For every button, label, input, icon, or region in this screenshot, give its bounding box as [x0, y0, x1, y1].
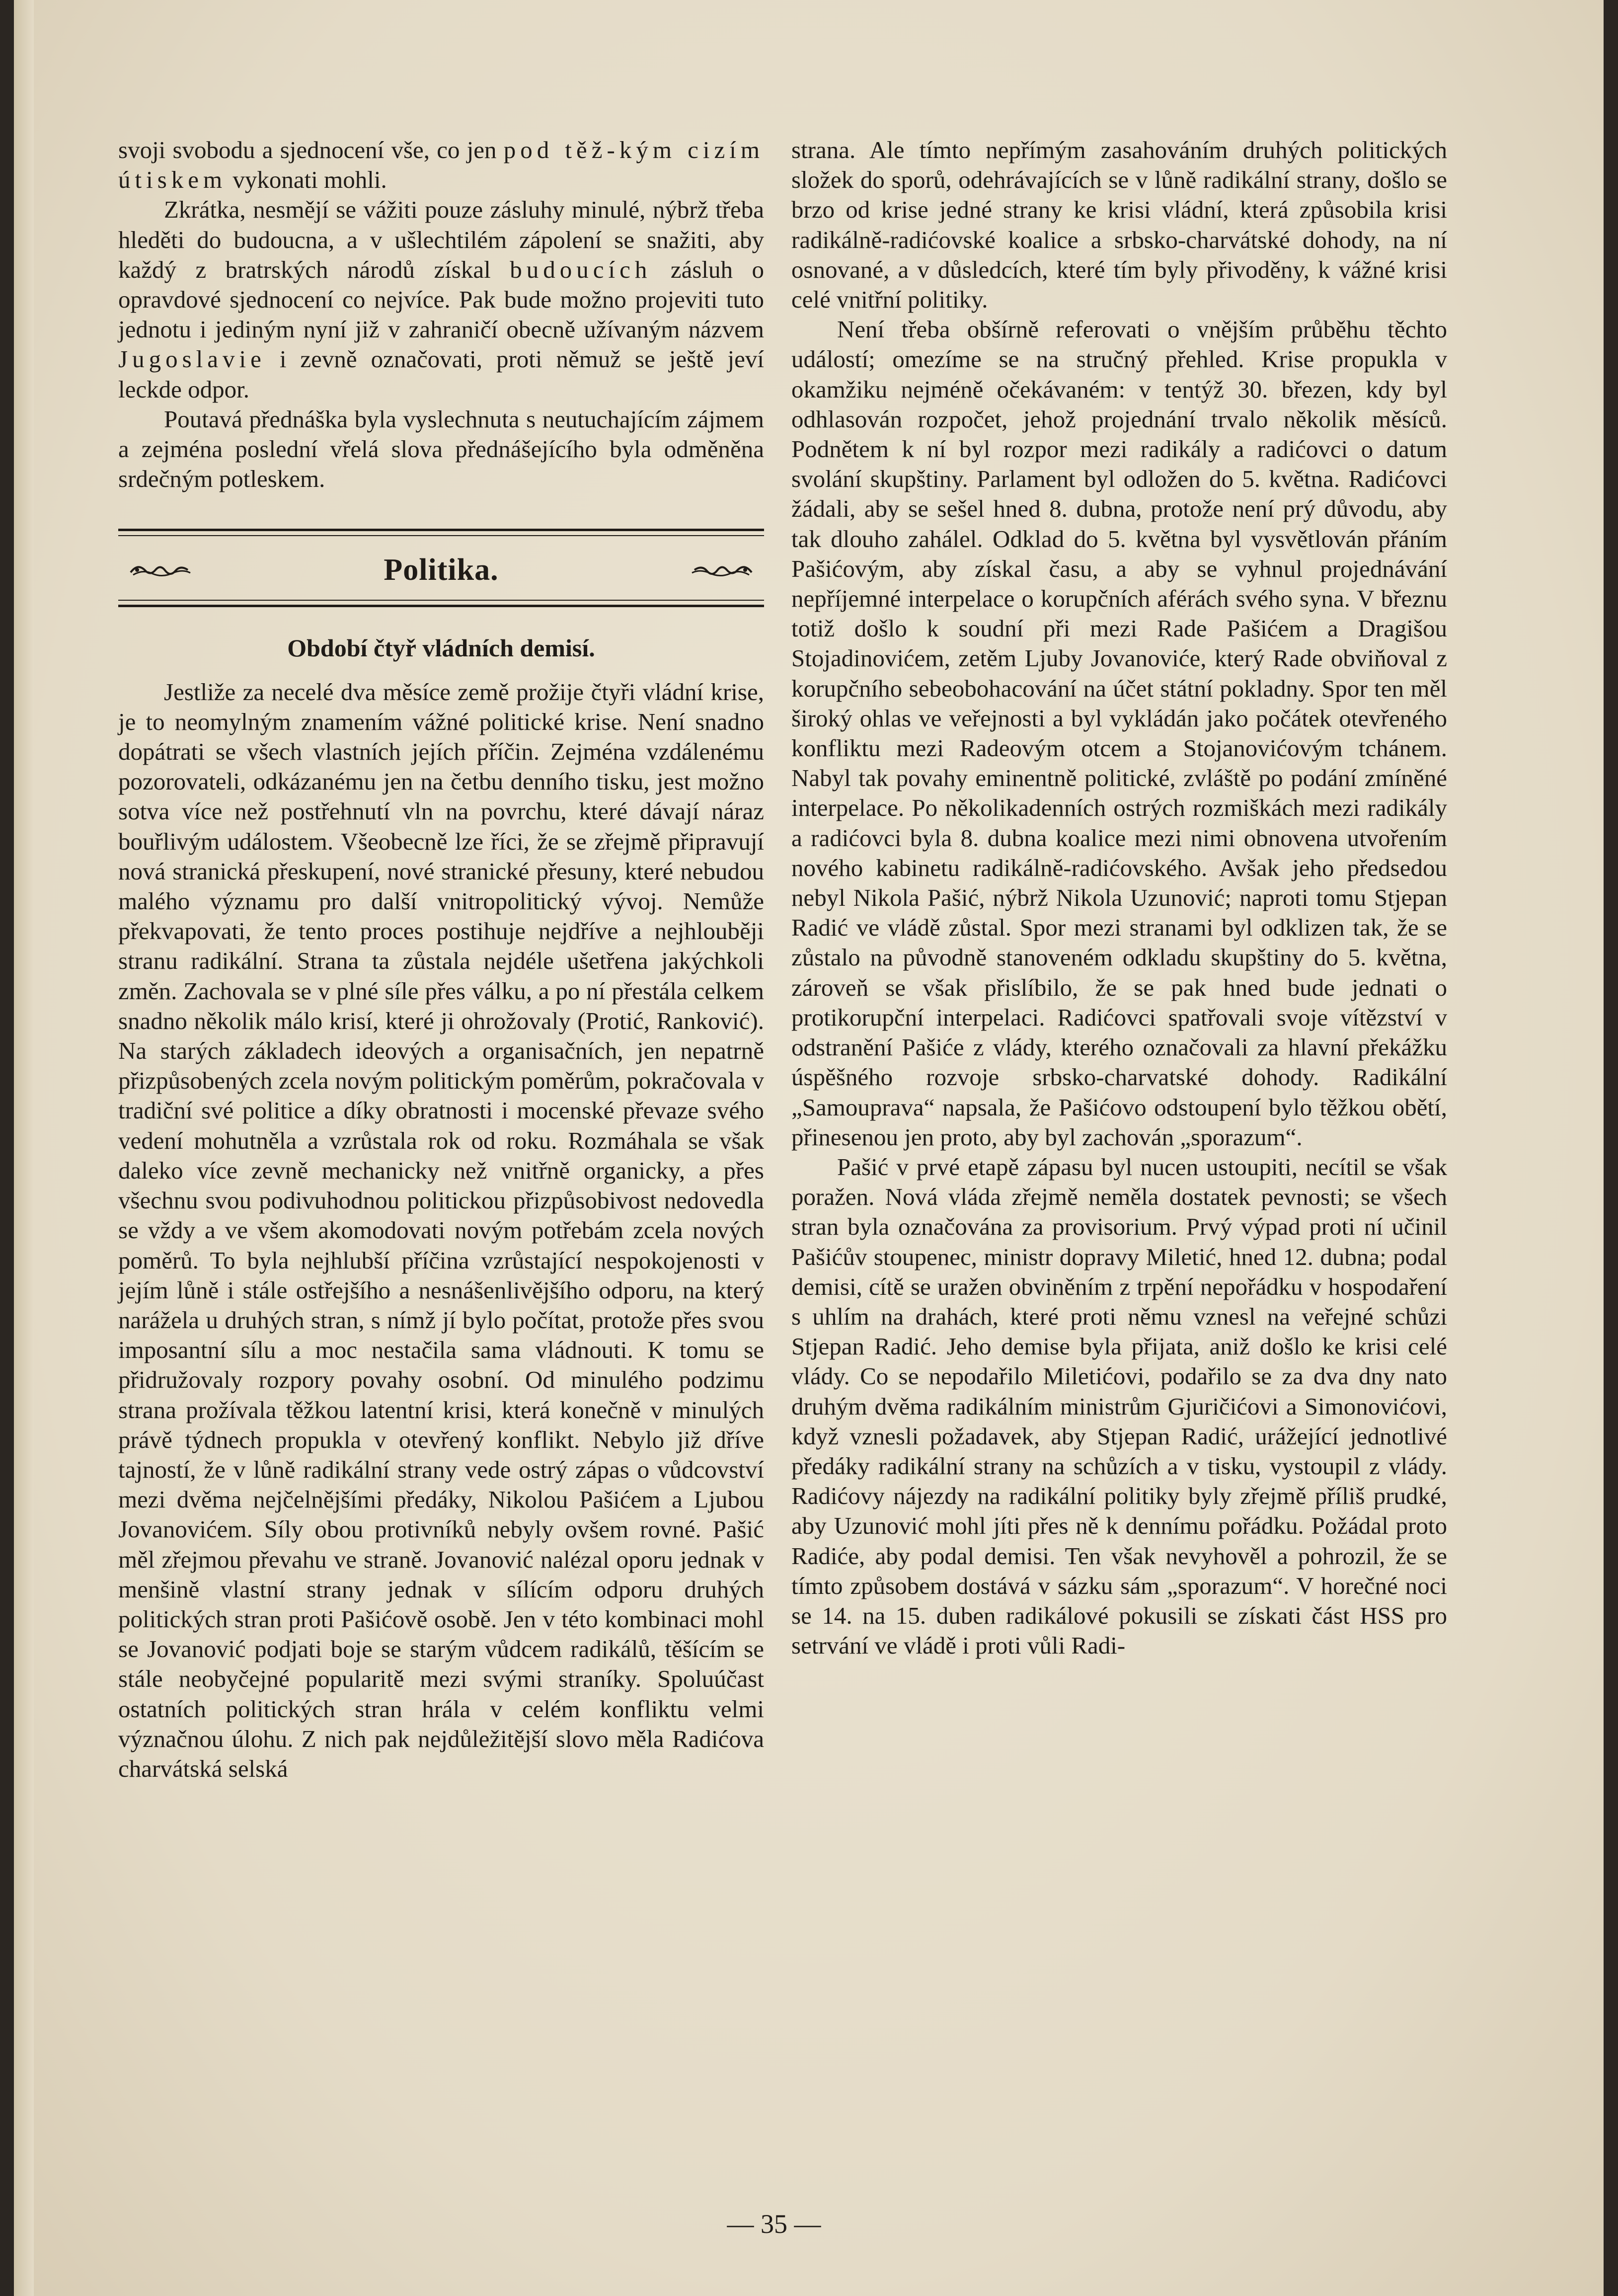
text-run: vykonati mohli.	[227, 166, 387, 194]
text-run: svoji svobodu a sjednocení vše, co jen	[118, 136, 504, 163]
ornament-left-icon	[128, 560, 193, 580]
text-run: zásluh o opravdové sjednocení co nejvíce. Pak bude možno projeviti tuto jednotu i jediným nyní již v zahraničí obecně užívaným názvem	[118, 255, 765, 343]
section-title: Politika.	[384, 553, 499, 587]
page-spine	[14, 0, 34, 2296]
left-column	[118, 135, 764, 1784]
paragraph	[118, 195, 764, 404]
divider	[118, 600, 764, 601]
divider	[118, 529, 764, 531]
paragraph: Jestliže za necelé dva měsíce země prožije čtyři vládní krise, je to neomylným znamením vážné politické krise. Není snadno dopátrati se všech vlastních jejích příčin. Zejména vzdálenému pozorovateli, odkázanému jen na četbu denního tisku, jest možno sotva více než postřehnutí vln na povrchu, které dávají náraz bouřlivým událostem. Všeobecně lze říci, že se zřejmě připravují nová stranická přeskupení, nové stranické přesuny, které nebudou malého významu pro další vnitropolitický vývoj. Nemůže překvapovati, že tento proces postihuje nejdříve a nejhlouběji stranu radikální. Strana ta zůstala nejdéle ušetřena jakýchkoli změn. Zachovala se v plné síle přes válku, a po ní přestála celkem snadno několik málo krisí, které ji ohrožovaly (Protić, Ranković). Na starých základech ideových a organisačních, jen nepatrně přizpůsobených zcela novým politickým poměrům, pokračovala v tradiční své politice a díky obratnosti i mocenské převaze svého vedení mohutněla a vzrůstala rok od roku. Rozmáhala se však daleko více zevně mechanicky než vnitřně organicky, a přes všechnu svou podivuhodnou politickou přizpůsobivost nedovedla se vždy a ve všem akomodovati novým potřebám zcela nových poměrů. To byla nejhlubší příčina vzrůstající nespokojenosti v jejím lůně i stále ostřejšího a nesnášenlivějšího odporu, na který narážela u druhých stran, s nímž jí bylo počítat, protože přes svou imposantní sílu a moc nestačila sama vládnouti. K tomu se přidružovaly rozpory povahy osobní. Od minulého podzimu strana prožívala těžkou latentní krisi, která konečně v minulých právě týdnech propukla v otevřený konflikt. Nebylo již dříve tajností, že v lůně radikální strany vede ostrý zápas o vůdcovství mezi dvěma nejčelnějšími předáky, Nikolou Pašićem a Ljubou Jovanovićem. Síly obou protivníků nebyly ovšem rovné. Pašić měl zřejmou převahu ve straně. Jovanović nalézal oporu jednak v menšině vlastní strany jednak v sílícím odporu druhých politických stran proti Pašićově osobě. Jen v této kombinaci mohl se Jovanović podjati boje se starým vůdcem radikálů, těšícím se stále neobyčejné popularitě mezi svými straníky. Spoluúčast ostatních politických stran hrála v celém konfliktu velmi význačnou úlohu. Z nich pak nejdůležitější slovo měla Radićova charvátská selská	[118, 678, 764, 1782]
divider	[118, 535, 764, 536]
paragraph: strana. Ale tímto nepřímým zasahováním druhých politických složek do sporů, odehrávajících se v lůně radikální strany, došlo se brzo od krise jedné strany ke krisi vládní, která způsobila krisi radikálně-radićovské koalice a srbsko-charvátské dohody, na ní osnované, a v důsledcích, které tím byly přivoděny, k vážné krisi celé vnitřní politiky.	[791, 136, 1447, 314]
spaced-text: Jugoslavie	[118, 345, 266, 373]
paragraph	[118, 135, 764, 195]
ornament-right-icon	[690, 560, 754, 580]
spaced-text: budoucích	[510, 255, 652, 283]
paragraph: Není třeba obšírně referovati o vnějším průběhu těchto událostí; omezíme se na stručný přehled. Krise propukla v okamžiku nejméně očekávaném: v tentýž 30. březen, kdy byl odhlasován rozpočet, jehož projednání trvalo několik měsíců. Podnětem k ní byl rozpor mezi radikály a radićovci o datum svolání skupštiny. Parlament byl odložen do 5. května. Radićovci žádali, aby se sešel hned 8. dubna, protože není prý důvodu, aby tak dlouho zahálel. Odklad do 5. května byl vysvětlován přáním Pašićovým, aby získal času, a aby se vyhnul projednávání nepříjemné interpelace o korupčních aférách svého syna. V březnu totiž došlo k soudní při mezi Rade Pašićem a Dragišou Stojadinovićem, zetěm Ljuby Jovanoviće, který Rade obviňoval z korupčního sebeobohacování na účet státní pokladny. Spor ten měl široký ohlas ve veřejnosti a byl vykládán jako počátek otevřeného konfliktu mezi Radeovým otcem a Stojanovićovým tchánem. Nabyl tak povahy eminentně politické, zvláště po podání zmíněné interpelace. Po několikadenních ostrých rozmiškách mezi radikály a radićovci byla 8. dubna koalice mezi nimi obnovena utvořením nového kabinetu radikálně-radićovského. Avšak jeho předsedou nebyl Nikola Pašić, nýbrž Nikola Uzunović; naproti tomu Stjepan Radić ve vládě zůstal. Spor mezi stranami byl odklizen tak, že se zůstalo na původně stanoveném odkladu skupštiny do 5. května, zároveň se však přislíbilo, že se pak hned bude jednati o protikorupční interpelaci. Radićovci spatřovali svoje vítězství v odstranění Pašiće z vlády, kterého označovali za hlavní překážku úspěšného rozvoje srbsko-charvatské dohody. Radikální „Samouprava“ napsala, že Pašićovo odstoupení bylo těžkou obětí, přinesenou jen proto, aby byl zachován „sporazum“.	[791, 316, 1447, 1151]
section-header	[118, 529, 764, 607]
text-run: i zevně označovati, proti němuž se ještě jeví leckde odpor.	[118, 345, 764, 403]
spaced-text: pod těž-kým cizím útiskem	[118, 136, 764, 194]
page	[14, 0, 1604, 2296]
paragraph: Poutavá přednáška byla vyslechnuta s neutuchajícím zájmem a zejména poslední vřelá slova přednášejícího byla odměněna srdečným potleskem.	[118, 405, 764, 493]
text-run: Zkrátka, nesmějí se vážiti pouze zásluhy minulé, nýbrž třeba hleděti do budoucna, a v ušlechtilém zápolení se snažiti, aby každý z bratrských národů získal	[118, 196, 764, 283]
divider	[118, 605, 764, 607]
article-title: Období čtyř vládních demisí.	[287, 634, 595, 662]
right-column	[791, 135, 1447, 1661]
page-number: — 35 —	[727, 2209, 821, 2239]
paragraph: Pašić v prvé etapě zápasu byl nucen ustoupiti, necítil se však poražen. Nová vláda zřejmě neměla dostatek pevnosti; se všech stran byla označována za provisorium. Prvý výpad proti ní učinil Pašićův stoupenec, ministr dopravy Miletić, hned 12. dubna; podal demisi, cítě se uražen obviněním z trpění nepořádku v hospodaření s uhlím na drahách, které proti němu vznesl na veřejné schůzi Stjepan Radić. Jeho demise byla přijata, aniž došlo ke krisi celé vlády. Co se nepodařilo Miletićovi, podařilo se za dva dny nato druhým dvěma radikálním ministrům Gjuričićovi a Simonovićovi, když vznesli požadavek, aby Stjepan Radić, urážející jednotlivé předáky radikální strany na schůzích a v tisku, vystoupil z vlády. Radićovy nájezdy na radikální politiky byly zřejmě příliš prudké, aby Uzunović mohl jíti přes ně k dennímu pořádku. Požádal proto Radiće, aby podal demisi. Ten však nevyhověl a pohrozil, že se tímto způsobem dostává v sázku sám „sporazum“. V horečné noci se 14. na 15. duben radikálové pokusili se získati část HSS pro setrvání ve vládě i proti vůli Radi-	[791, 1153, 1447, 1660]
